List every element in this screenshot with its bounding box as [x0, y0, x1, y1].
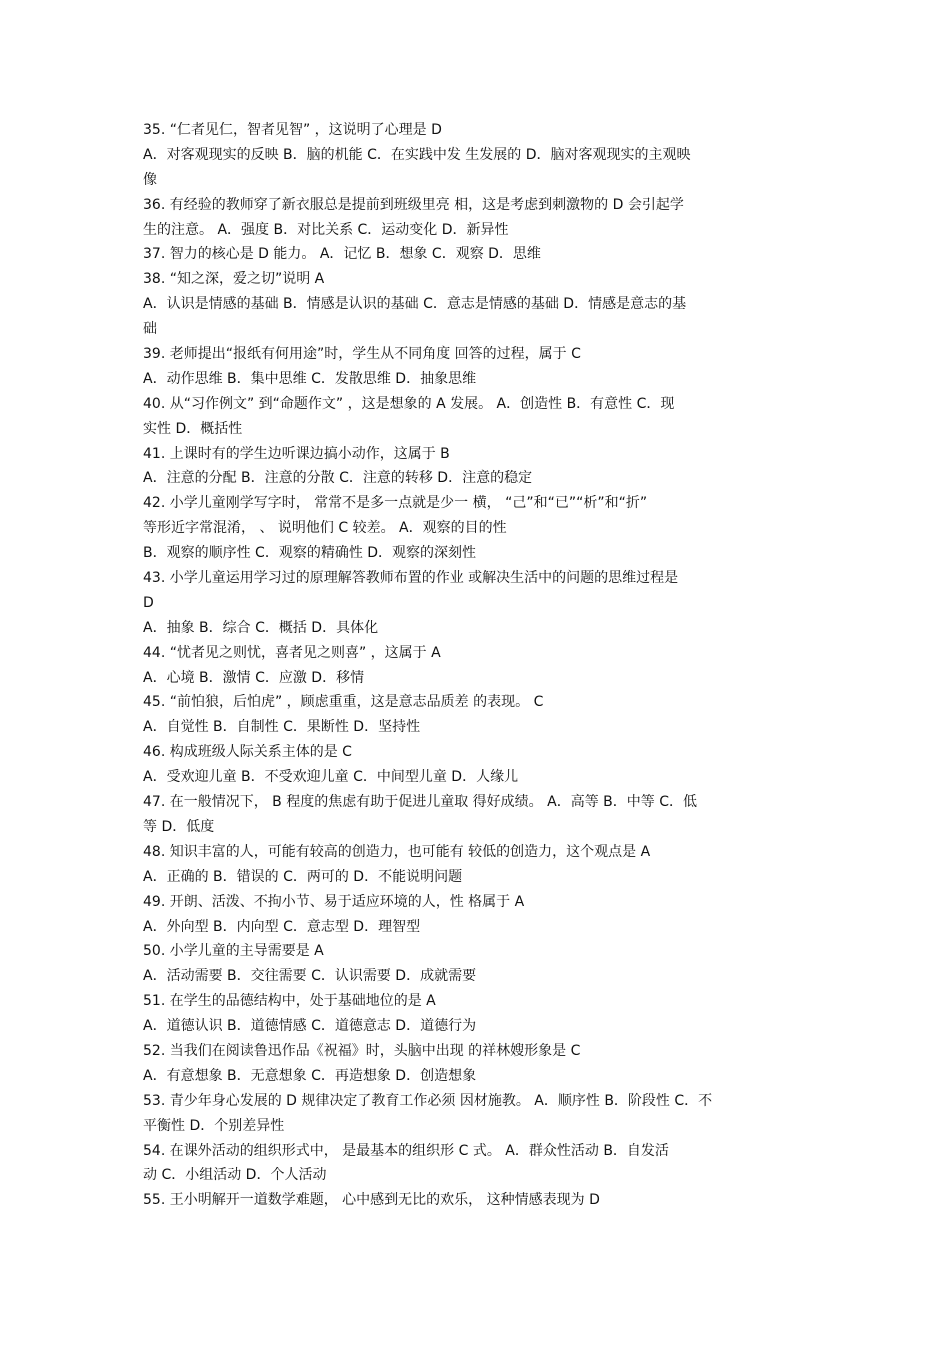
- text-line: 49. 开朗、活泼、不拘小节、易于适应环境的人，性 格属于 A: [143, 893, 525, 910]
- text-line: A．抽象 B．综合 C．概括 D．具体化: [143, 619, 379, 636]
- text-line: 40. 从“习作例文” 到“命题作文” ，这是想象的 A 发展。 A．创造性 B．有意性 C．现: [143, 395, 675, 412]
- text-line: D: [143, 594, 154, 611]
- text-line: 46. 构成班级人际关系主体的是 C: [143, 744, 352, 761]
- text-line: 等 D．低度: [143, 818, 215, 835]
- text-line: 48. 知识丰富的人，可能有较高的创造力，也可能有 较低的创造力，这个观点是 A: [143, 843, 651, 860]
- text-line: 43. 小学儿童运用学习过的原理解答教师布置的作业 或解决生活中的问题的思维过程是: [143, 570, 679, 587]
- text-line: 实性 D．概括性: [143, 420, 243, 437]
- text-line: A．道德认识 B．道德情感 C．道德意志 D．道德行为: [143, 1018, 477, 1035]
- text-line: 53. 青少年身心发展的 D 规律决定了教育工作必须 因材施教。 A．顺序性 B．阶段性 C．不: [143, 1092, 713, 1109]
- text-line: 36. 有经验的教师穿了新衣服总是提前到班级里亮 相，这是考虑到刺激物的 D 会引起学: [143, 196, 684, 213]
- text-line: 41. 上课时有的学生边听课边搞小动作，这属于 B: [143, 445, 450, 462]
- text-line: A．注意的分配 B．注意的分散 C．注意的转移 D．注意的稳定: [143, 470, 533, 487]
- text-line: 38. “知之深，爱之切”说明 A: [143, 271, 325, 288]
- text-line: 35. “仁者见仁，智者见智” ，这说明了心理是 D: [143, 122, 442, 138]
- text-line: A．认识是情感的基础 B．情感是认识的基础 C．意志是情感的基础 D．情感是意志的基: [143, 296, 687, 313]
- text-line: 51. 在学生的品德结构中，处于基础地位的是 A: [143, 993, 436, 1010]
- text-line: A．对客观现实的反映 B．脑的机能 C．在实践中发 生发展的 D．脑对客观现实的主观映: [143, 146, 691, 163]
- text-line: 生的注意。 A．强度 B．对比关系 C．运动变化 D．新异性: [143, 221, 509, 238]
- document-page: [143, 118, 807, 1213]
- text-line: 42. 小学儿童刚学写字时， 常常不是多一点就是少一 横， “己”和“已”“析”和“折”: [143, 495, 648, 512]
- text-line: 等形近字常混淆， 、 说明他们 C 较差。 A．观察的目的性: [143, 520, 507, 537]
- text-line: A．动作思维 B．集中思维 C．发散思维 D．抽象思维: [143, 370, 477, 387]
- text-line: 础: [143, 321, 157, 338]
- text-line: A．受欢迎儿童 B．不受欢迎儿童 C．中间型儿童 D．人缘儿: [143, 769, 519, 786]
- text-line: A．活动需要 B．交往需要 C．认识需要 D．成就需要: [143, 968, 477, 985]
- text-line: B．观察的顺序性 C．观察的精确性 D．观察的深刻性: [143, 545, 477, 562]
- text-line: 平衡性 D．个别差异性: [143, 1117, 285, 1134]
- text-line: A．心境 B．激情 C．应激 D．移情: [143, 669, 365, 686]
- text-line: A．外向型 B．内向型 C．意志型 D．理智型: [143, 918, 421, 935]
- text-line: 47. 在一般情况下， B 程度的焦虑有助于促进儿童取 得好成绩。 A．高等 B．中等 C．低: [143, 794, 697, 811]
- text-line: A．自觉性 B．自制性 C．果断性 D．坚持性: [143, 719, 421, 736]
- text-line: 44. “忧者见之则忧，喜者见之则喜” ，这属于 A: [143, 644, 441, 661]
- text-line: A．有意想象 B．无意想象 C．再造想象 D．创造想象: [143, 1067, 477, 1084]
- text-line: 55. 王小明解开一道数学难题， 心中感到无比的欢乐， 这种情感表现为 D: [143, 1192, 600, 1209]
- text-line: 52. 当我们在阅读鲁迅作品《祝福》时，头脑中出现 的祥林嫂形象是 C: [143, 1042, 581, 1059]
- text-line: 50. 小学儿童的主导需要是 A: [143, 943, 324, 960]
- text-line: 39. 老师提出“报纸有何用途”时，学生从不同角度 回答的过程，属于 C: [143, 346, 581, 363]
- text-line: 45. “前怕狼，后怕虎” ，顾虑重重，这是意志品质差 的表现。 C: [143, 694, 544, 711]
- text-line: 像: [143, 171, 157, 188]
- text-line: 37. 智力的核心是 D 能力。 A．记忆 B．想象 C．观察 D．思维: [143, 246, 541, 263]
- text-line: 动 C．小组活动 D．个人活动: [143, 1167, 327, 1184]
- text-line: 54. 在课外活动的组织形式中， 是最基本的组织形 C 式。 A．群众性活动 B．自发活: [143, 1142, 669, 1159]
- text-line: A．正确的 B．错误的 C．两可的 D．不能说明问题: [143, 868, 463, 885]
